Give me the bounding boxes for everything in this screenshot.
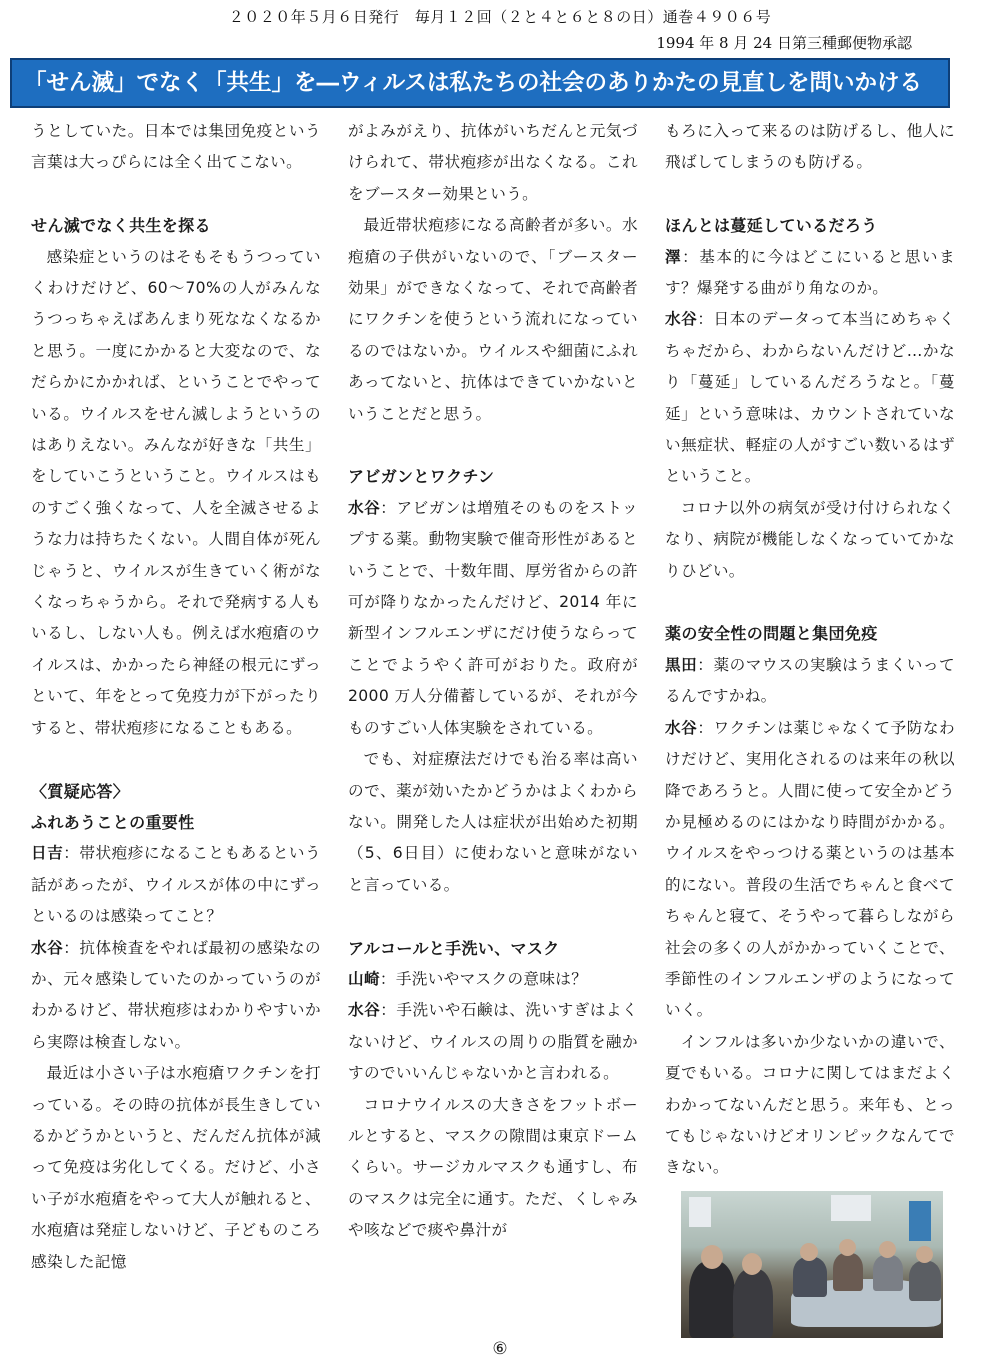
- speaker-name: 山崎: [348, 969, 380, 988]
- article-column-3: [665, 116, 955, 1184]
- speaker-name: 水谷: [665, 310, 698, 329]
- speech-text: ：手洗いや石鹸は、洗いすぎはよくないけど、ウイルスの周りの脂質を融かすのでいいんじゃないかと言われる。: [348, 1001, 638, 1083]
- postal-approval-line: 1994 年 8 月 24 日第三種郵便物承認: [656, 34, 912, 52]
- section-heading: せん滅でなく共生を探る: [31, 216, 211, 236]
- dialogue-paragraph: [665, 713, 955, 1027]
- speaker-name: 水谷: [31, 938, 64, 957]
- dialogue-paragraph: [31, 838, 321, 932]
- dialogue-paragraph: [665, 304, 955, 492]
- headline-banner: 「せん滅」でなく「共生」を―ウィルスは私たちの社会のありかたの見直しを問いかける: [10, 58, 950, 108]
- paragraph: がよみがえり、抗体がいちだんと元気づけられて、帯状疱疹が出なくなる。これをブースター効果という。: [348, 122, 638, 203]
- speech-text: ：薬のマウスの実験はうまくいってるんですかね。: [665, 655, 955, 706]
- paragraph: でも、対症療法だけでも治る率は高いので、薬が効いたかどうかはよくわからない。開発した人は症状が出始めた初期（5、6日目）に使わないと意味がないと言っている。: [348, 750, 638, 894]
- section-heading: アビガンとワクチン: [348, 467, 495, 487]
- article-column-1: [31, 116, 321, 1278]
- speaker-name: 黒田: [665, 655, 698, 674]
- dialogue-paragraph: [31, 933, 321, 1059]
- dialogue-paragraph: [348, 995, 638, 1089]
- paragraph: もろに入って来るのは防げるし、他人に飛ばしてしまうのも防げる。: [665, 122, 955, 172]
- speech-text: ：帯状疱疹になることもあるという話があったが、ウイルスが体の中にずっといるのは感染ってこと？: [31, 844, 321, 926]
- speech-text: ：基本的に今はどこにいると思います？爆発する曲がり角なのか。: [665, 247, 955, 298]
- speech-text: ：日本のデータって本当にめちゃくちゃだから、わからないんだけど…かなり「蔓延」しているんだろうなと。「蔓延」という意味は、カウントされていない無症状、軽症の人がすごい数いるはずということ。: [665, 310, 956, 486]
- speech-text: ：手洗いやマスクの意味は？: [379, 969, 588, 988]
- dialogue-paragraph: [348, 964, 638, 995]
- section-heading: ふれあうことの重要性: [31, 812, 195, 832]
- paragraph: うとしていた。日本では集団免疫という言葉は大っぴらには全く出てこない。: [31, 122, 321, 172]
- section-heading: ほんとは蔓延しているだろう: [665, 216, 878, 236]
- section-heading: 薬の安全性の問題と集団免疫: [665, 624, 878, 644]
- paragraph: 最近帯状疱疹になる高齢者が多い。水疱瘡の子供がいないので、「ブースター効果」ができなくなって、それで高齢者にワクチンを使うという流れになっているのではないか。ウイルスや細菌にふれあってないと、抗体はできていかないということだと思う。: [348, 216, 638, 423]
- paragraph: コロナ以外の病気が受け付けられなくなり、病院が機能しなくなっていてかなりひどい。: [665, 498, 955, 580]
- dialogue-paragraph: [665, 242, 955, 305]
- page-number: ⑥: [492, 1339, 508, 1359]
- issue-info-line: ２０２０年５月６日発行 毎月１２回（２と４と６と８の日）通巻４９０６号: [228, 8, 772, 26]
- speech-text: ：抗体検査をやれば最初の感染なのか、元々感染していたのかっていうのがわかるけど、帯状疱疹はわかりやすいから実際は検査しない。: [31, 938, 321, 1051]
- paragraph: コロナウイルスの大きさをフットボールとすると、マスクの隙間は東京ドームくらい。サージカルマスクも通すし、布のマスクは完全に通す。ただ、くしゃみや咳などで痰や鼻汁が: [348, 1095, 638, 1240]
- speaker-name: 水谷: [348, 1001, 381, 1020]
- speaker-name: 澤: [665, 247, 683, 266]
- dialogue-paragraph: [665, 650, 955, 713]
- meeting-photo: [681, 1191, 943, 1338]
- paragraph: 感染症というのはそもそもうつっていくわけだけど、60～70%の人がみんなうつっちゃえばあんまり死ななくなるかと思う。一度にかかると大変なので、なだらかにかかれば、ということでやっている。ウイルスをせん滅しようというのはありえない。みんなが好きな「共生」をしていこうということ。ウイルスはものすごく強くなって、人を全滅させるような力は持ちたくない。人間自体が死んじゃうと、ウイルスが生きていく術がなくなっちゃうから。それで発病する人もいるし、しない人も。例えば水疱瘡のウイルスは、かかったら神経の根元にずっといて、年をとって免疫力が下がったりすると、帯状疱疹になることもある。: [31, 247, 321, 737]
- qa-heading: 〈質疑応答〉: [31, 781, 130, 801]
- section-heading: アルコールと手洗い、マスク: [348, 938, 560, 958]
- speaker-name: 日吉: [31, 844, 64, 863]
- speech-text: ：アビガンは増殖そのものをストップする薬。動物実験で催奇形性があるということで、十数年間、厚労省からの許可が降りなかったんだけど、2014 年に新型インフルエンザにだけ使うならってことでようやく許可がおりた。政府が 2000 万人分備蓄しているが、それが今ものすごい人体実験をされている。: [348, 498, 638, 737]
- paragraph: 最近は小さい子は水疱瘡ワクチンを打っている。その時の抗体が長生きしているかどうかというと、だんだん抗体が減って免疫は劣化してくる。だけど、小さい子が水疱瘡をやって大人が触れると、水疱瘡は発症しないけど、子どものころ感染した記憶: [31, 1064, 321, 1271]
- speaker-name: 水谷: [665, 718, 698, 737]
- article-column-2: [348, 116, 638, 1247]
- paragraph: インフルは多いか少ないかの違いで、夏でもいる。コロナに関してはまだよくわかってないんだと思う。来年も、とってもじゃないけどオリンピックなんてできない。: [665, 1032, 955, 1177]
- dialogue-paragraph: [348, 493, 638, 744]
- speaker-name: 水谷: [348, 498, 381, 517]
- speech-text: ：ワクチンは薬じゃなくて予防なわけだけど、実用化されるのは来年の秋以降であろうと。人間に使って安全かどうか見極めるのにはかなり時間がかかる。ウイルスをやっつける薬というのは基本的にない。普段の生活でちゃんと食べてちゃんと寝て、そうやって暮らしながら社会の多くの人がかかっていくことで、季節性のインフルエンザのようになっていく。: [665, 718, 956, 1020]
